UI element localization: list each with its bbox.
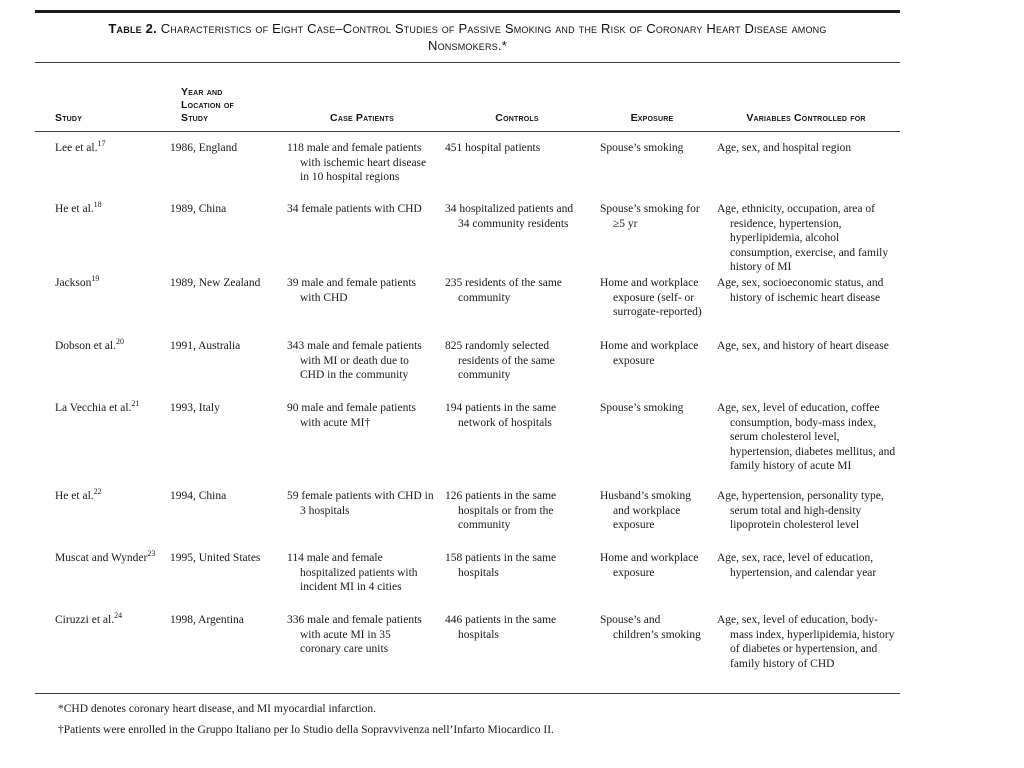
column-header-controls: Controls [495, 112, 539, 124]
cell-exposure: Spouse’s smoking [600, 142, 684, 154]
reference-superscript: 20 [116, 337, 125, 347]
reference-superscript: 23 [147, 549, 156, 559]
cell-controls: 126 patients in the same hospitals or from the community [445, 490, 557, 531]
table-label: Table 2. [108, 21, 157, 36]
cell-case-patients: 114 male and female hospitalized patients with incident MI in 4 cities [287, 552, 418, 593]
table-row [35, 401, 900, 489]
table-row [35, 339, 900, 401]
cell-controls: 158 patients in the same hospitals [445, 552, 557, 579]
cell-year-location: 1994, China [170, 490, 227, 502]
reference-superscript: 18 [93, 200, 102, 210]
cell-controls: 451 hospital patients [445, 142, 541, 154]
cell-case-patients: 336 male and female patients with acute MI in 35 coronary care units [287, 614, 422, 655]
reference-superscript: 19 [91, 274, 100, 284]
cell-year-location: 1995, United States [170, 552, 261, 564]
cell-variables: Age, sex, and history of heart disease [717, 340, 889, 352]
title-rule [35, 62, 900, 63]
cell-case-patients: 90 male and female patients with acute MI† [287, 402, 417, 429]
cell-year-location: 1998, Argentina [170, 614, 244, 626]
cell-study: He et al.$^{18}$ [55, 200, 102, 215]
cell-controls: 194 patients in the same network of hospitals [445, 402, 557, 429]
table-row [35, 613, 900, 693]
reference-superscript: 24 [114, 611, 123, 621]
cell-variables: Age, sex, and hospital region [717, 142, 852, 154]
column-header-year-location: Year and Location of Study [181, 86, 235, 124]
cell-variables: Age, hypertension, personality type, serum total and high-density lipoprotein cholesterol level [717, 490, 884, 531]
cell-controls: 825 randomly selected residents of the same community [445, 340, 555, 381]
cell-case-patients: 39 male and female patients with CHD [287, 277, 417, 304]
cell-exposure: Home and workplace exposure [600, 552, 699, 579]
cell-year-location: 1989, New Zealand [170, 277, 261, 289]
reference-superscript: 21 [131, 399, 140, 409]
table-title [78, 20, 858, 54]
cell-controls: 446 patients in the same hospitals [445, 614, 557, 641]
cell-case-patients: 343 male and female patients with MI or death due to CHD in the community [287, 340, 422, 381]
table-title-text: Characteristics of Eight Case–Control Studies of Passive Smoking and the Risk of Coronary Heart Disease among Nonsmokers.* [160, 21, 827, 53]
column-header-study: Study [55, 112, 83, 124]
cell-exposure: Home and workplace exposure [600, 340, 699, 367]
bottom-rule [35, 693, 900, 694]
cell-case-patients: 59 female patients with CHD in 3 hospitals [287, 490, 434, 517]
header-row [35, 65, 900, 131]
column-header-case-patients: Case Patients [330, 112, 394, 124]
top-rule [35, 10, 900, 13]
table-2 [35, 10, 900, 744]
cell-variables: Age, ethnicity, occupation, area of residence, hypertension, hyperlipidemia, alcohol consumption, exercise, and family history of MI [717, 203, 889, 273]
cell-variables: Age, sex, socioeconomic status, and history of ischemic heart disease [717, 277, 884, 304]
table-row [35, 489, 900, 551]
table-body [35, 141, 900, 693]
cell-year-location: 1991, Australia [170, 340, 241, 352]
cell-year-location: 1993, Italy [170, 402, 220, 414]
reference-superscript: 17 [97, 139, 106, 149]
cell-exposure: Spouse’s smoking for ≥5 yr [600, 203, 700, 230]
cell-year-location: 1986, England [170, 142, 238, 154]
cell-study: Lee et al.$^{17}$ [55, 139, 106, 154]
header-rule [35, 131, 900, 132]
cell-exposure: Home and workplace exposure (self- or surrogate-reported) [600, 277, 702, 318]
cell-study: Ciruzzi et al.$^{24}$ [55, 611, 123, 626]
cell-year-location: 1989, China [170, 203, 227, 215]
cell-controls: 235 residents of the same community [445, 277, 562, 304]
cell-study: Muscat and Wynder$^{23}$ [55, 549, 156, 564]
footnote-dagger: †Patients were enrolled in the Gruppo Italiano per lo Studio della Sopravvivenza nell’Infarto Miocardico II. [58, 724, 554, 736]
footnotes [35, 702, 900, 738]
column-header-variables: Variables Controlled for [746, 112, 866, 124]
column-header-exposure: Exposure [630, 112, 674, 124]
cell-case-patients: 34 female patients with CHD [287, 203, 422, 215]
cell-exposure: Spouse’s smoking [600, 402, 684, 414]
cell-study: He et al.$^{22}$ [55, 487, 102, 502]
cell-study: Dobson et al.$^{20}$ [55, 337, 125, 352]
table-row [35, 141, 900, 202]
cell-variables: Age, sex, level of education, coffee consumption, body-mass index, serum cholesterol level, hypertension, diabetes mellitus, and family history of acute MI [717, 402, 896, 472]
table-row [35, 276, 900, 339]
cell-exposure: Spouse’s and children’s smoking [600, 614, 701, 641]
cell-study: Jackson$^{19}$ [55, 274, 100, 289]
table-row [35, 551, 900, 613]
reference-superscript: 22 [93, 487, 102, 497]
cell-variables: Age, sex, level of education, body-mass index, hyperlipidemia, history of diabetes or hypertension, and family history of CHD [717, 614, 895, 670]
cell-exposure: Husband’s smoking and workplace exposure [600, 490, 692, 531]
table-row [35, 202, 900, 276]
cell-case-patients: 118 male and female patients with ischemic heart disease in 10 hospital regions [287, 142, 427, 183]
cell-variables: Age, sex, race, level of education, hypertension, and calendar year [717, 552, 877, 579]
cell-study: La Vecchia et al.$^{21}$ [55, 399, 140, 414]
cell-controls: 34 hospitalized patients and 34 community residents [445, 203, 574, 230]
footnote-asterisk: *CHD denotes coronary heart disease, and MI myocardial infarction. [58, 703, 377, 715]
